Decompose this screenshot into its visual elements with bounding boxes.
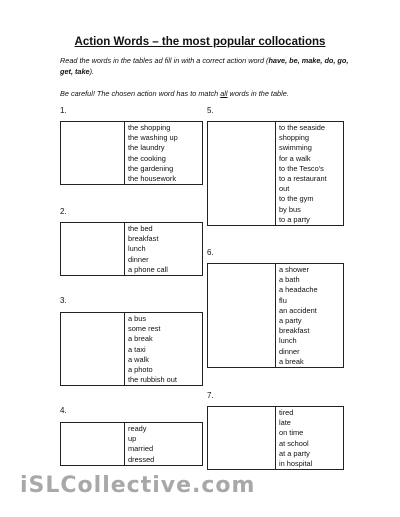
word-item: tired [279,408,294,417]
word-item: dressed [128,454,155,464]
word-item: the shopping [128,123,171,132]
word-list [125,122,178,184]
word-item: a photo [128,365,153,375]
table-number-6: 6. [207,248,214,257]
answer-blank-3[interactable] [61,313,125,385]
word-list [125,423,154,465]
word-item: an accident [279,305,317,315]
word-item: at school [279,438,309,448]
word-list [276,264,318,367]
table-7 [207,406,344,470]
table-1 [60,121,203,185]
word-item: a bath [279,275,300,285]
table-number-4: 4. [60,406,67,415]
word-item: a phone call [128,264,168,274]
instructions-line-2: Be careful! The chosen action word has to match all words in the table. [60,89,289,98]
word-item: married [128,444,154,454]
word-item: flu [279,295,287,305]
table-2 [60,222,203,276]
word-item: a bus [128,314,147,323]
table-3 [60,312,203,386]
word-item: breakfast [279,326,310,336]
word-item: out [279,184,290,194]
word-item: for a walk [279,153,311,163]
word-item: in hospital [279,459,313,469]
word-item: a headache [279,285,318,295]
word-item: the rubbish out [128,375,177,385]
table-number-7: 7. [207,391,214,400]
word-item: to the seaside [279,123,326,132]
word-item: dinner [279,346,300,356]
word-list [276,122,327,225]
word-item: the housework [128,174,177,184]
word-item: some rest [128,324,161,334]
word-item: up [128,434,137,444]
word-item: a shower [279,265,309,274]
word-item: breakfast [128,234,159,244]
table-number-5: 5. [207,106,214,115]
word-item: the cooking [128,153,166,163]
word-item: a walk [128,354,149,364]
word-item: the bed [128,224,153,233]
word-item: shopping [279,133,309,143]
answer-blank-2[interactable] [61,223,125,275]
word-item: a break [279,356,304,366]
word-item: to the Tesco's [279,163,324,173]
word-list [125,223,168,275]
answer-blank-1[interactable] [61,122,125,184]
answer-blank-7[interactable] [208,407,276,469]
table-4 [60,422,203,466]
watermark: iSLCollective.com [20,473,256,498]
word-list [125,313,177,385]
instructions-line-1: Read the words in the tables ad fill in with a correct action word (have, be, make, do, go, get, take). [60,56,349,76]
table-number-2: 2. [60,207,67,216]
answer-blank-4[interactable] [61,423,125,465]
word-list [276,407,312,469]
word-item: at a party [279,448,310,458]
table-number-3: 3. [60,296,67,305]
word-item: ready [128,424,147,433]
word-item: late [279,418,291,428]
worksheet-title: Action Words – the most popular collocations [74,36,326,48]
word-item: the laundry [128,143,165,153]
word-item: to a restaurant [279,174,327,184]
word-item: to a party [279,214,310,224]
word-item: a party [279,316,302,326]
word-item: dinner [128,254,149,264]
word-item: the washing up [128,133,178,143]
word-item: the gardening [128,163,174,173]
word-item: by bus [279,204,301,214]
table-6 [207,263,344,368]
word-item: swimming [279,143,312,153]
word-item: lunch [279,336,297,346]
word-item: on time [279,428,304,438]
answer-blank-5[interactable] [208,122,276,225]
word-item: a taxi [128,344,146,354]
word-item: lunch [128,244,146,254]
word-item: a break [128,334,153,344]
table-number-1: 1. [60,106,67,115]
answer-blank-6[interactable] [208,264,276,367]
table-5 [207,121,344,226]
word-item: to the gym [279,194,314,204]
